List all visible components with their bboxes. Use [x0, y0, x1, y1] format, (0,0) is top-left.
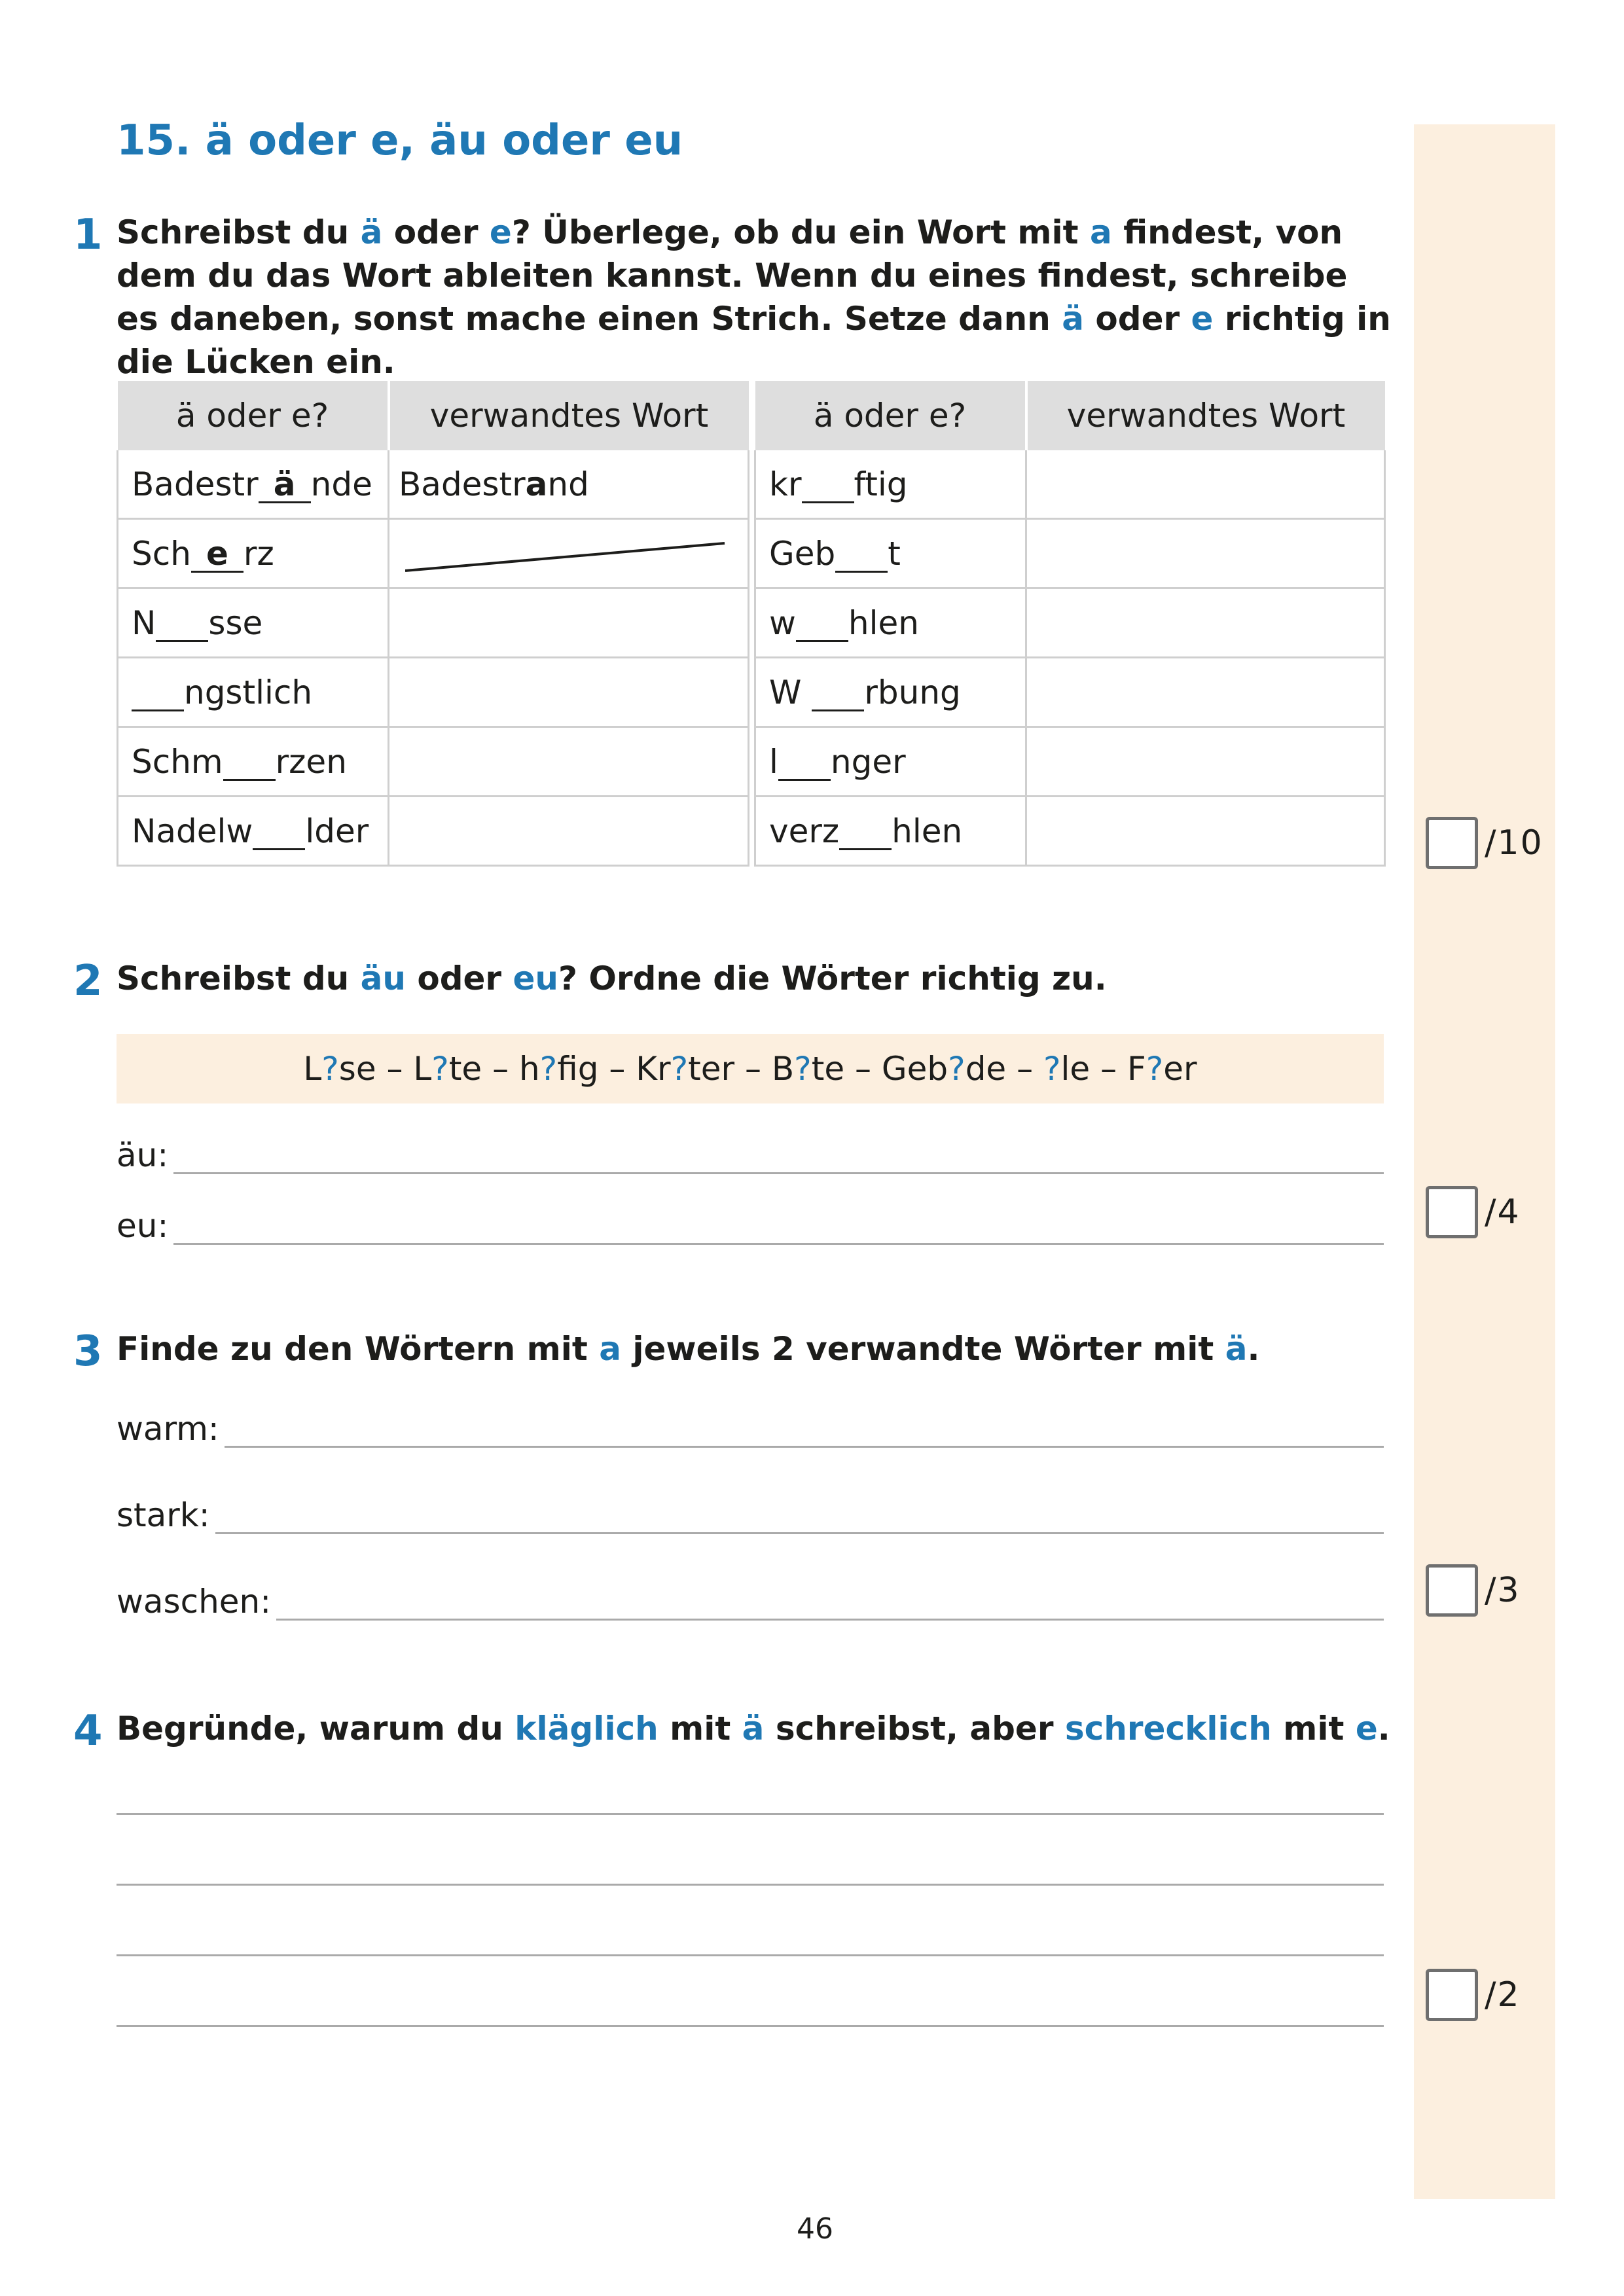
word-part: rzen — [275, 742, 347, 781]
word-part: Badestr — [132, 465, 259, 503]
header-related-word: verwandtes Wort — [1026, 381, 1385, 450]
label-waschen: waschen: — [117, 1583, 272, 1621]
gap-blank[interactable] — [253, 814, 305, 850]
word-part: – — [1006, 1050, 1043, 1088]
word-part: de — [965, 1050, 1007, 1088]
gap-blank[interactable] — [132, 675, 184, 711]
instruction-text: schreibst, aber — [764, 1710, 1065, 1748]
answer-line-stark[interactable] — [117, 1496, 1384, 1534]
gap-blank[interactable] — [812, 675, 864, 711]
word-part: rbung — [864, 673, 961, 711]
word-part: ftig — [854, 465, 908, 503]
score-checkbox[interactable] — [1426, 1186, 1478, 1238]
table-row — [755, 727, 1385, 797]
word-bank-word — [482, 1050, 598, 1088]
gap-word-cell — [118, 727, 389, 797]
gap-table-right — [754, 381, 1386, 867]
table-row — [118, 588, 749, 658]
word-part: – Kr — [598, 1050, 671, 1088]
task-4-number: 4 — [73, 1707, 103, 1755]
score-task-2 — [1426, 1186, 1521, 1238]
instruction-text: ? Überlege, ob du ein Wort mit — [511, 213, 1090, 251]
header-ae-or-e: ä oder e? — [755, 381, 1026, 450]
word-part: verz — [769, 812, 840, 850]
instruction-text: oder — [405, 960, 513, 997]
instruction-text: . — [1247, 1330, 1260, 1368]
gap-blank[interactable]: e — [191, 537, 244, 573]
table-row — [755, 519, 1385, 588]
gap-word-cell — [755, 658, 1026, 727]
related-word-cell[interactable] — [389, 797, 749, 866]
word-part: Geb — [769, 534, 836, 573]
write-line[interactable] — [117, 1813, 1384, 1815]
gap-word-cell — [755, 727, 1026, 797]
label-warm: warm: — [117, 1410, 219, 1448]
instruction-text: Finde zu den Wörtern mit — [117, 1330, 600, 1368]
related-word-cell[interactable] — [1026, 658, 1385, 727]
label-eu: eu: — [117, 1207, 169, 1245]
word-part: N — [132, 603, 156, 642]
word-part: ngstlich — [184, 673, 313, 711]
related-word-cell[interactable] — [389, 519, 749, 588]
highlight-text: a — [1089, 213, 1112, 251]
word-bank-word — [303, 1050, 376, 1088]
highlight-text: ä — [742, 1710, 765, 1748]
gap-word-cell — [118, 519, 389, 588]
related-word-stem-letter: a — [525, 465, 548, 503]
word-part: nger — [830, 742, 906, 781]
task-3-number: 3 — [73, 1327, 103, 1376]
word-part: Nadelw — [132, 812, 253, 850]
word-part: hlen — [892, 812, 963, 850]
task-2-number: 2 — [73, 957, 103, 1005]
instruction-text: mit — [1271, 1710, 1356, 1748]
table-row — [118, 450, 749, 519]
task-4-instruction — [117, 1707, 1393, 1750]
table-row — [118, 797, 749, 866]
word-part: nde — [310, 465, 372, 503]
word-part: te — [811, 1050, 845, 1088]
highlight-text: e — [1355, 1710, 1378, 1748]
highlight-text: kläglich — [514, 1710, 659, 1748]
answer-line-au[interactable] — [117, 1136, 1384, 1174]
score-max: /3 — [1485, 1571, 1521, 1610]
score-checkbox[interactable] — [1426, 1969, 1478, 2021]
page-number: 46 — [797, 2212, 833, 2246]
related-word-part: Badestr — [399, 465, 526, 503]
missing-letters-mark: ? — [794, 1050, 812, 1088]
score-checkbox[interactable] — [1426, 817, 1478, 869]
highlight-text: a — [599, 1330, 621, 1368]
word-part: fig — [557, 1050, 599, 1088]
instruction-text: . — [1377, 1710, 1390, 1748]
related-word-cell[interactable] — [1026, 450, 1385, 519]
related-word-cell[interactable] — [389, 727, 749, 797]
gap-blank[interactable] — [802, 467, 854, 503]
word-part: se — [338, 1050, 376, 1088]
table-row — [118, 727, 749, 797]
gap-table-left — [117, 381, 749, 867]
instruction-text: findest, von dem du das Wort ableiten kannst. Wenn du eines findest, schreibe es daneben, sonst mache einen Strich. Setze dann — [117, 213, 1348, 338]
word-part: l — [769, 742, 778, 781]
write-line[interactable] — [173, 1215, 1384, 1245]
missing-letters-mark: ? — [670, 1050, 689, 1088]
related-word-cell[interactable] — [1026, 519, 1385, 588]
missing-letters-mark: ? — [431, 1050, 449, 1088]
dash-stroke — [405, 538, 726, 577]
gap-word-cell — [118, 797, 389, 866]
related-word-cell[interactable] — [389, 450, 749, 519]
instruction-text: oder — [382, 213, 490, 251]
word-part: – L — [376, 1050, 432, 1088]
table-row — [118, 658, 749, 727]
gap-word-cell — [755, 588, 1026, 658]
highlight-text: e — [489, 213, 512, 251]
instruction-text: oder — [1084, 300, 1191, 338]
missing-letters-mark: ? — [539, 1050, 558, 1088]
write-line[interactable] — [117, 1884, 1384, 1886]
instruction-text: mit — [658, 1710, 742, 1748]
gap-word-cell — [755, 519, 1026, 588]
gap-word-cell — [118, 658, 389, 727]
word-part: rz — [243, 534, 274, 573]
instruction-text: Schreibst du — [117, 213, 361, 251]
table-row — [755, 588, 1385, 658]
word-part: sse — [208, 603, 263, 642]
word-part: hlen — [848, 603, 919, 642]
word-part: te — [448, 1050, 482, 1088]
related-word-cell[interactable] — [1026, 588, 1385, 658]
word-part: – Geb — [844, 1050, 948, 1088]
write-line[interactable] — [117, 2025, 1384, 2027]
label-au: äu: — [117, 1136, 169, 1174]
word-part: W — [769, 673, 812, 711]
task-1-instruction — [117, 211, 1393, 384]
missing-letters-mark: ? — [321, 1050, 339, 1088]
write-line[interactable] — [173, 1145, 1384, 1174]
gap-blank[interactable] — [835, 537, 888, 573]
gap-word-cell — [118, 588, 389, 658]
word-part: le — [1060, 1050, 1091, 1088]
answer-line-waschen[interactable] — [117, 1583, 1384, 1621]
instruction-text: ? Ordne die Wörter richtig zu. — [558, 960, 1107, 997]
word-bank-word — [1090, 1050, 1197, 1088]
gap-word-cell — [755, 797, 1026, 866]
gap-blank[interactable] — [796, 606, 848, 642]
table-row — [755, 658, 1385, 727]
write-line[interactable] — [276, 1591, 1384, 1621]
header-related-word: verwandtes Wort — [389, 381, 749, 450]
missing-letters-mark: ? — [948, 1050, 965, 1088]
gap-blank[interactable] — [223, 745, 276, 781]
highlight-text: ä — [360, 213, 383, 251]
write-line[interactable] — [215, 1505, 1384, 1534]
gap-blank[interactable]: ä — [259, 467, 311, 503]
related-word-cell[interactable] — [389, 658, 749, 727]
missing-letters-mark: ? — [1146, 1050, 1164, 1088]
header-ae-or-e: ä oder e? — [118, 381, 389, 450]
word-part: lder — [305, 812, 369, 850]
table-row — [755, 797, 1385, 866]
answer-line-eu[interactable] — [117, 1207, 1384, 1245]
missing-letters-mark: ? — [1043, 1050, 1061, 1088]
word-bank-word — [844, 1050, 1006, 1088]
related-word-part: nd — [547, 465, 589, 503]
word-bank-word — [734, 1050, 844, 1088]
word-part: ter — [688, 1050, 735, 1088]
highlight-text: äu — [360, 960, 406, 997]
word-part: L — [303, 1050, 322, 1088]
score-sidebar — [1414, 124, 1555, 2199]
score-checkbox[interactable] — [1426, 1564, 1478, 1617]
instruction-text: jeweils 2 verwandte Wörter mit — [621, 1330, 1225, 1368]
highlight-text: eu — [513, 960, 558, 997]
score-task-4 — [1426, 1969, 1521, 2021]
instruction-text: Begründe, warum du — [117, 1710, 515, 1748]
page-title: 15. ä oder e, äu oder eu — [117, 117, 683, 165]
write-line[interactable] — [225, 1418, 1384, 1448]
word-part: er — [1163, 1050, 1197, 1088]
write-line[interactable] — [117, 1954, 1384, 1956]
related-word-cell[interactable] — [389, 588, 749, 658]
related-word-cell[interactable] — [1026, 727, 1385, 797]
highlight-text: e — [1191, 300, 1214, 338]
highlight-text: ä — [1225, 1330, 1248, 1368]
word-part: – B — [734, 1050, 795, 1088]
instruction-text: Schreibst du — [117, 960, 361, 997]
task-1-number: 1 — [73, 211, 103, 259]
word-bank-word — [376, 1050, 482, 1088]
score-max: /2 — [1485, 1975, 1521, 2015]
task-2-instruction — [117, 957, 1393, 1000]
table-row — [755, 450, 1385, 519]
word-bank-word — [598, 1050, 734, 1088]
word-bank-word — [1006, 1050, 1090, 1088]
task-3-instruction — [117, 1327, 1393, 1371]
word-part: t — [888, 534, 901, 573]
table-row — [118, 519, 749, 588]
word-part: – h — [482, 1050, 540, 1088]
gap-blank[interactable] — [778, 745, 831, 781]
word-part: w — [769, 603, 796, 642]
instruction-text: richtig in die Lücken ein. — [117, 300, 1391, 381]
score-task-3 — [1426, 1564, 1521, 1617]
word-part: Schm — [132, 742, 223, 781]
related-word-cell[interactable] — [1026, 797, 1385, 866]
score-max: /10 — [1485, 823, 1543, 863]
word-part: – F — [1090, 1050, 1146, 1088]
answer-line-warm[interactable] — [117, 1410, 1384, 1448]
score-task-1 — [1426, 817, 1543, 869]
gap-word-cell — [755, 450, 1026, 519]
gap-word-cell — [118, 450, 389, 519]
gap-blank[interactable] — [156, 606, 208, 642]
word-part: kr — [769, 465, 802, 503]
score-max: /4 — [1485, 1193, 1521, 1232]
highlight-text: ä — [1062, 300, 1085, 338]
label-stark: stark: — [117, 1496, 210, 1534]
word-part: Sch — [132, 534, 191, 573]
gap-blank[interactable] — [839, 814, 892, 850]
word-bank — [117, 1034, 1384, 1103]
highlight-text: schrecklich — [1064, 1710, 1272, 1748]
